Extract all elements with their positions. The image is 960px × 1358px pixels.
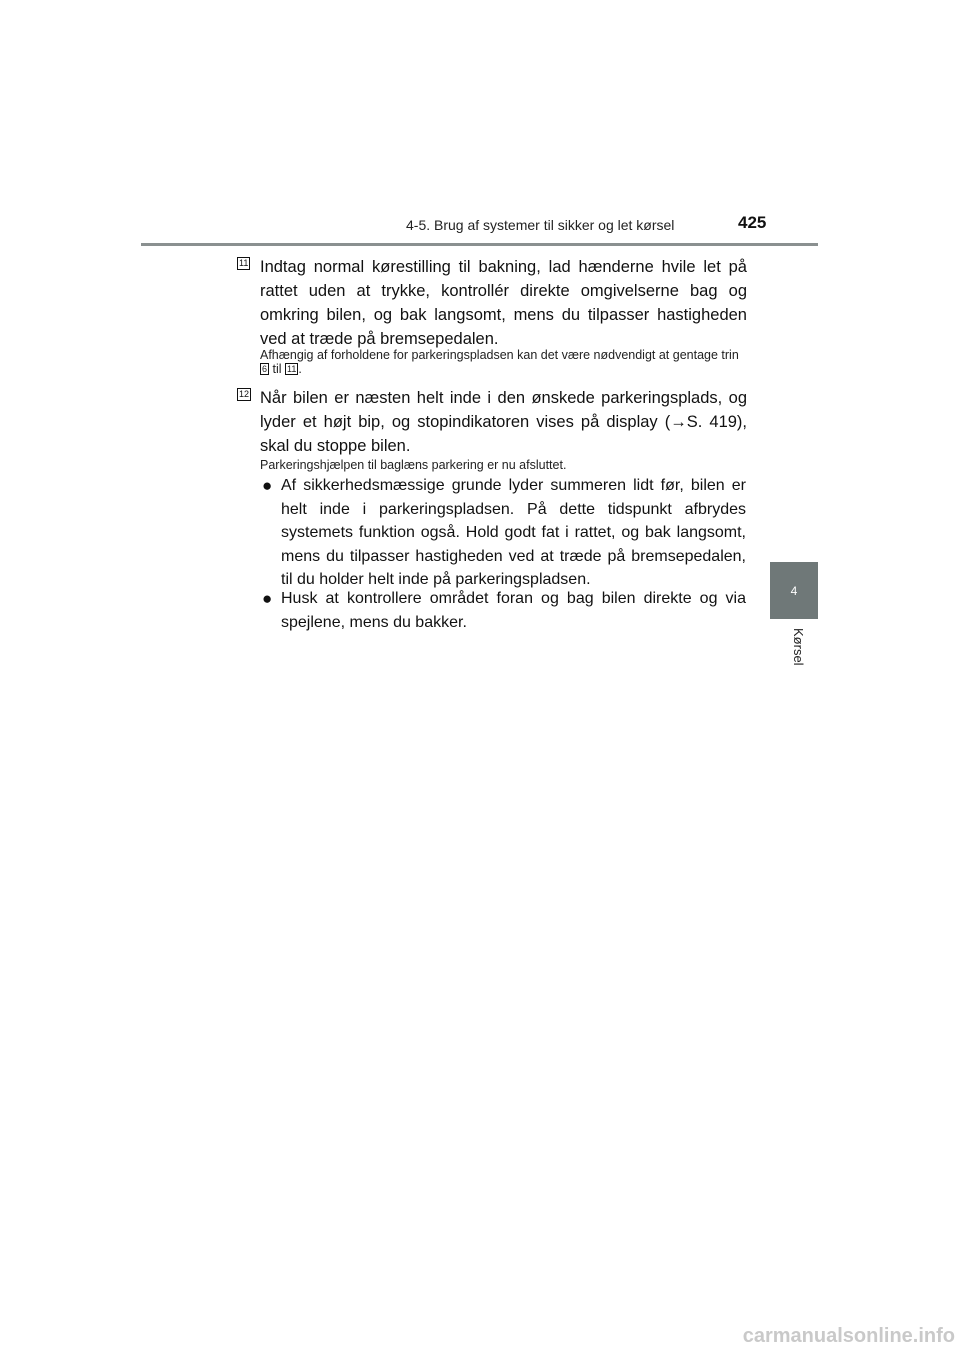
bullet-marker: ● <box>262 589 273 608</box>
chapter-label: Kørsel <box>791 628 806 666</box>
bullet-marker: ● <box>262 476 273 495</box>
step-text: Indtag normal kørestilling til bakning, lad hænderne hvile let på rattet uden at trykke, kontrollér direkte omgivelserne bag og omkring bilen, og bak langsomt, mens du tilpasser hastigheden ved at træde på bremsepedalen. <box>260 258 747 348</box>
page-number: 425 <box>738 213 767 232</box>
chapter-tab[interactable] <box>770 562 818 619</box>
watermark: carmanualsonline.info <box>742 1325 955 1347</box>
bullet-item <box>262 587 746 634</box>
chapter-number: 4 <box>790 583 798 598</box>
note-text: til <box>272 362 282 376</box>
step-text: Når bilen er næsten helt inde i den ønskede parkeringsplads, og lyder et højt bip, og stopindikatoren vises på display (→S. 419), skal du stoppe bilen. <box>260 389 747 455</box>
section-title: 4-5. Brug af systemer til sikker og let kørsel <box>406 217 675 233</box>
step-11 <box>237 255 747 351</box>
note-text: Afhængig af forholdene for parkeringspladsen kan det være nødvendigt at gentage trin <box>260 348 739 362</box>
step-12 <box>237 386 747 458</box>
step-ref-badge: 6 <box>262 364 268 374</box>
bullet-text: Af sikkerhedsmæssige grunde lyder summeren lidt før, bilen er helt inde i parkeringspladsen. På dette tidspunkt afbrydes systemets funktion også. Hold godt fat i rattet, og bak langsomt, mens du tilpasser hastigheden ved at træde på bremsepedalen, til du holder helt inde på parkeringspladsen. <box>281 477 746 588</box>
bullet-item <box>262 474 746 592</box>
note-text: . <box>298 362 302 376</box>
bullet-text: Husk at kontrollere området foran og bag bilen direkte og via spejlene, mens du bakker. <box>281 590 746 631</box>
step-number-badge: 11 <box>239 258 249 268</box>
header-divider <box>141 243 818 246</box>
step-11-note <box>260 348 746 376</box>
step-12-note: Parkeringshjælpen til baglæns parkering er nu afsluttet. <box>260 458 567 472</box>
step-number-badge: 12 <box>239 389 250 399</box>
step-ref-badge: 11 <box>287 364 297 374</box>
